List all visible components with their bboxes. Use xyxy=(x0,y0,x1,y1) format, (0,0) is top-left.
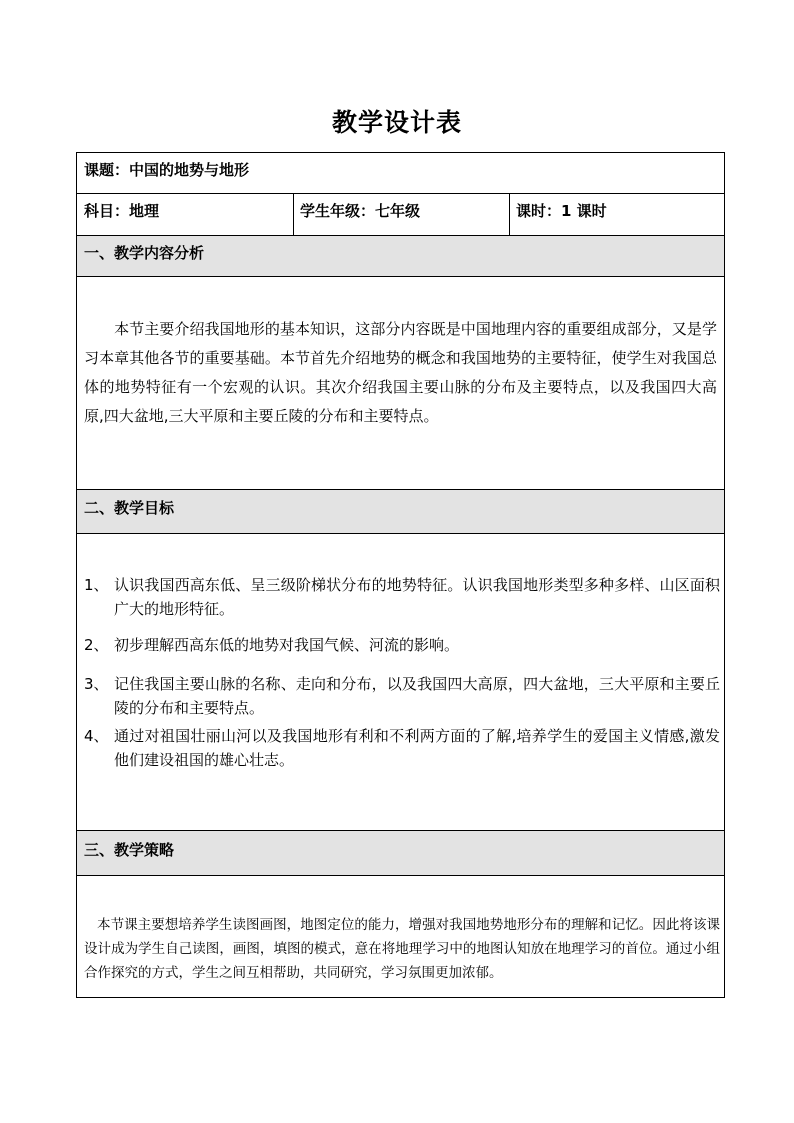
topic-label: 课题：中国的地势与地形 xyxy=(84,161,250,179)
subject-label: 科目：地理 xyxy=(84,202,160,220)
content-analysis-heading: 一、教学内容分析 xyxy=(84,244,205,262)
goal-text: 初步理解西高东低的地势对我国气候、河流的影响。 xyxy=(114,636,460,654)
goal-item xyxy=(84,724,720,772)
goal-text: 记住我国主要山脉的名称、走向和分布，以及我国四大高原，四大盆地，三大平原和主要丘陵的分布和主要特点。 xyxy=(114,675,720,717)
goal-text: 认识我国西高东低、呈三级阶梯状分布的地势特征。认识我国地形类型多种多样、山区面积广大的地形特征。 xyxy=(114,576,720,618)
topic-row xyxy=(77,153,724,194)
goal-number: 2、 xyxy=(84,636,109,654)
goal-item xyxy=(84,633,720,657)
content-analysis-body xyxy=(77,277,724,490)
goals-header xyxy=(77,490,724,534)
lesson-design-table xyxy=(76,152,725,998)
goal-number: 1、 xyxy=(84,576,109,594)
column-divider xyxy=(293,194,294,235)
goal-number: 4、 xyxy=(84,727,109,745)
content-analysis-paragraph xyxy=(84,315,717,431)
goal-item xyxy=(84,672,720,720)
content-analysis-header xyxy=(77,236,724,277)
goal-text: 通过对祖国壮丽山河以及我国地形有利和不利两方面的了解,培养学生的爱国主义情感,激发他们建设祖国的雄心壮志。 xyxy=(114,727,720,769)
document-title: 教学设计表 xyxy=(331,108,462,137)
meta-row xyxy=(77,194,724,236)
content-analysis-text: 本节主要介绍我国地形的基本知识，这部分内容既是中国地理内容的重要组成部分，又是学习本章其他各节的重要基础。本节首先介绍地势的概念和我国地势的主要特征，使学生对我国总体的地势特征有一个宏观的认识。其次介绍我国主要山脉的分布及主要特点，以及我国四大高原,四大盆地,三大平原和主要丘陵的分布和主要特点。 xyxy=(84,320,717,425)
strategy-text: 本节课主要想培养学生读图画图，地图定位的能力，增强对我国地势地形分布的理解和记忆。因此将该课设计成为学生自己读图，画图，填图的模式，意在将地理学习中的地图认知放在地理学习的首位。通过小组合作探究的方式，学生之间互相帮助，共同研究，学习氛围更加浓郁。 xyxy=(84,917,720,981)
goals-heading: 二、教学目标 xyxy=(84,499,175,517)
period-label: 课时：1 课时 xyxy=(516,202,607,220)
column-divider xyxy=(509,194,510,235)
goal-item xyxy=(84,573,720,621)
strategy-heading: 三、教学策略 xyxy=(84,841,175,859)
goals-body xyxy=(77,534,724,831)
strategy-body xyxy=(77,876,724,997)
goal-number: 3、 xyxy=(84,675,109,693)
strategy-header xyxy=(77,831,724,876)
grade-label: 学生年级：七年级 xyxy=(300,202,421,220)
strategy-paragraph xyxy=(84,913,720,985)
